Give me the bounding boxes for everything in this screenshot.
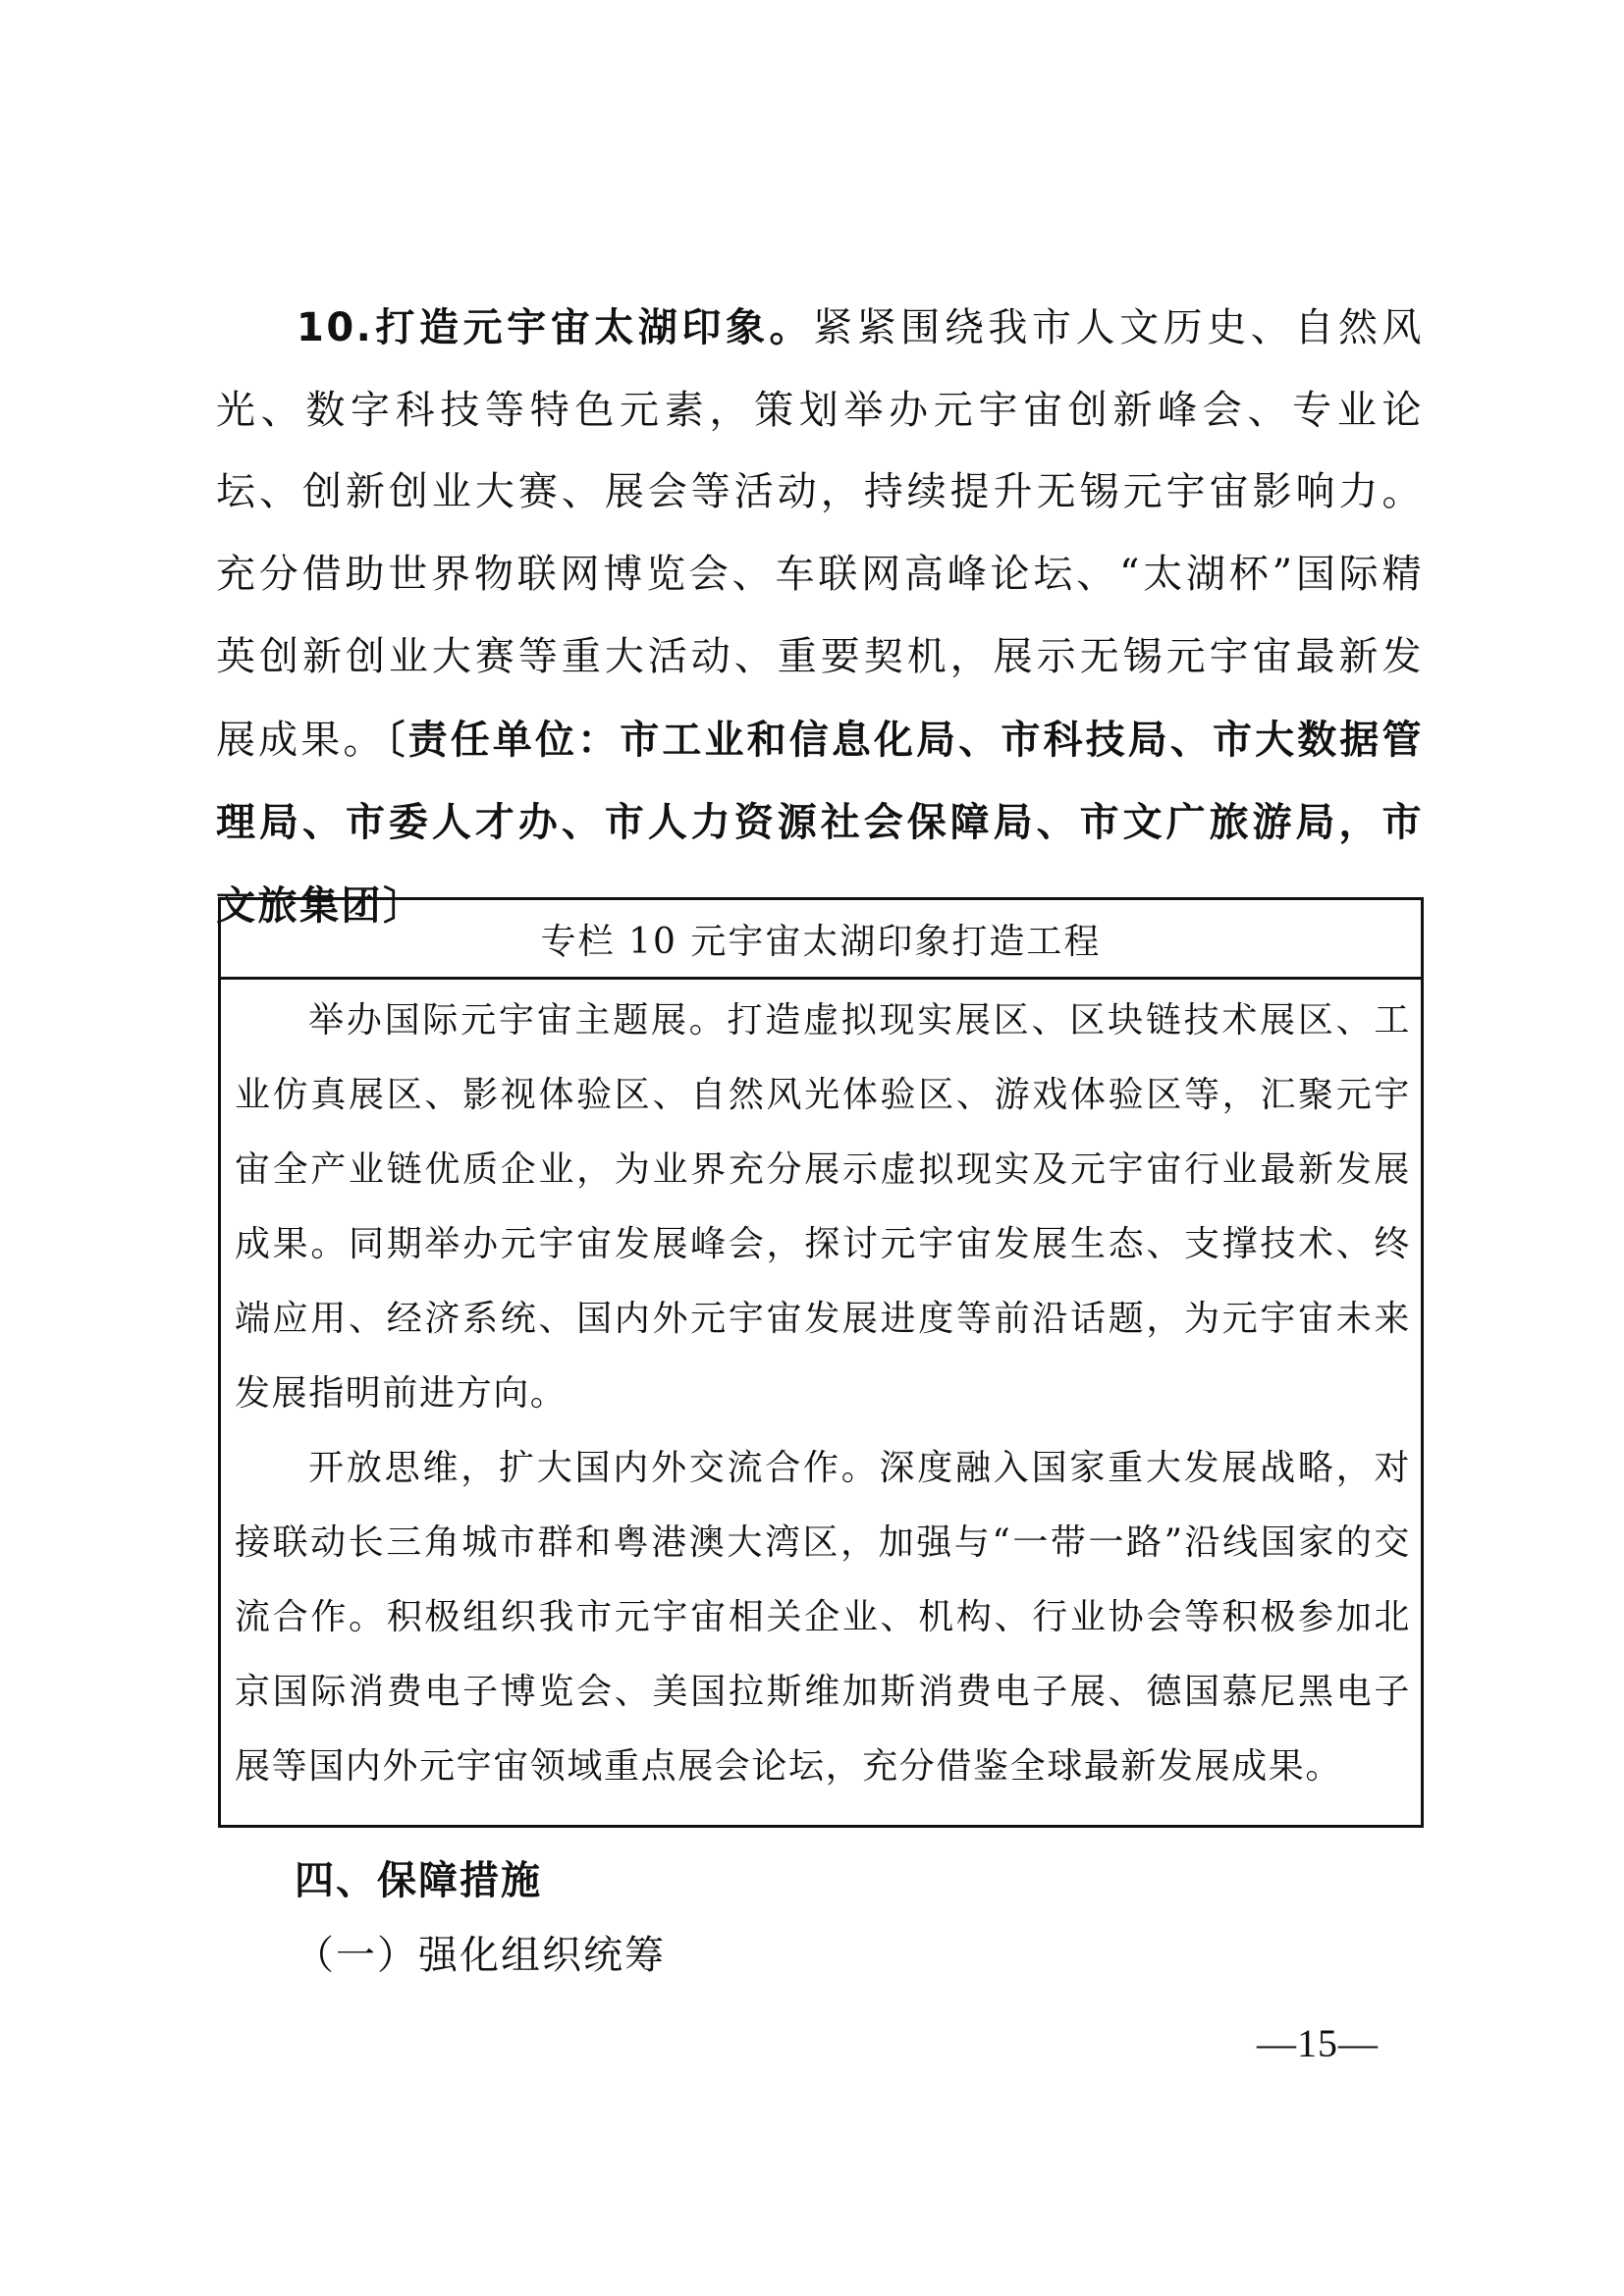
section-item-10 [216,288,1424,948]
column-box-title: 专栏 10 元宇宙太湖印象打造工程 [221,900,1421,980]
column-box [218,897,1424,1828]
section-heading: 四、保障措施 [295,1858,542,1903]
column-paragraph-text: 开放思维，扩大国内外交流合作。深度融入国家重大发展战略，对接联动长三角城市群和粤港澳大湾区，加强与“一带一路”沿线国家的交流合作。积极组织我市元宇宙相关企业、机构、行业协会等积极参加北京国际消费电子博览会、美国拉斯维加斯消费电子展、德国慕尼黑电子展等国内外元宇宙领域重点展会论坛，充分借鉴全球最新发展成果。 [235,1448,1411,1787]
page-number: —15— [1257,2021,1379,2065]
subsection-heading: （一）强化组织统筹 [295,1933,666,1978]
item-body: 紧紧围绕我市人文历史、自然风光、数字科技等特色元素，策划举办元宇宙创新峰会、专业论坛、创新创业大赛、展会等活动，持续提升无锡元宇宙影响力。充分借助世界物联网博览会、车联网高峰论坛、“太湖杯”国际精英创新创业大赛等重大活动、重要契机，展示无锡元宇宙最新发展成果。 [216,305,1425,763]
column-paragraph-text: 举办国际元宇宙主题展。打造虚拟现实展区、区块链技术展区、工业仿真展区、影视体验区、自然风光体验区、游戏体验区等，汇聚元宇宙全产业链优质企业，为业界充分展示虚拟现实及元宇宙行业最新发展成果。同期举办元宇宙发展峰会，探讨元宇宙发展生态、支撑技术、终端应用、经济系统、国内外元宇宙发展进度等前沿话题，为元宇宙未来发展指明前进方向。 [235,1000,1411,1414]
column-paragraph [235,1431,1411,1804]
item-title: 10.打造元宇宙太湖印象。 [297,305,814,350]
responsibility-units: 〔责任单位：市工业和信息化局、市科技局、市大数据管理局、市委人才办、市人力资源社会保障局、市文广旅游局，市文旅集团〕 [216,716,1424,929]
column-box-body [221,980,1421,1804]
column-paragraph [235,984,1411,1431]
